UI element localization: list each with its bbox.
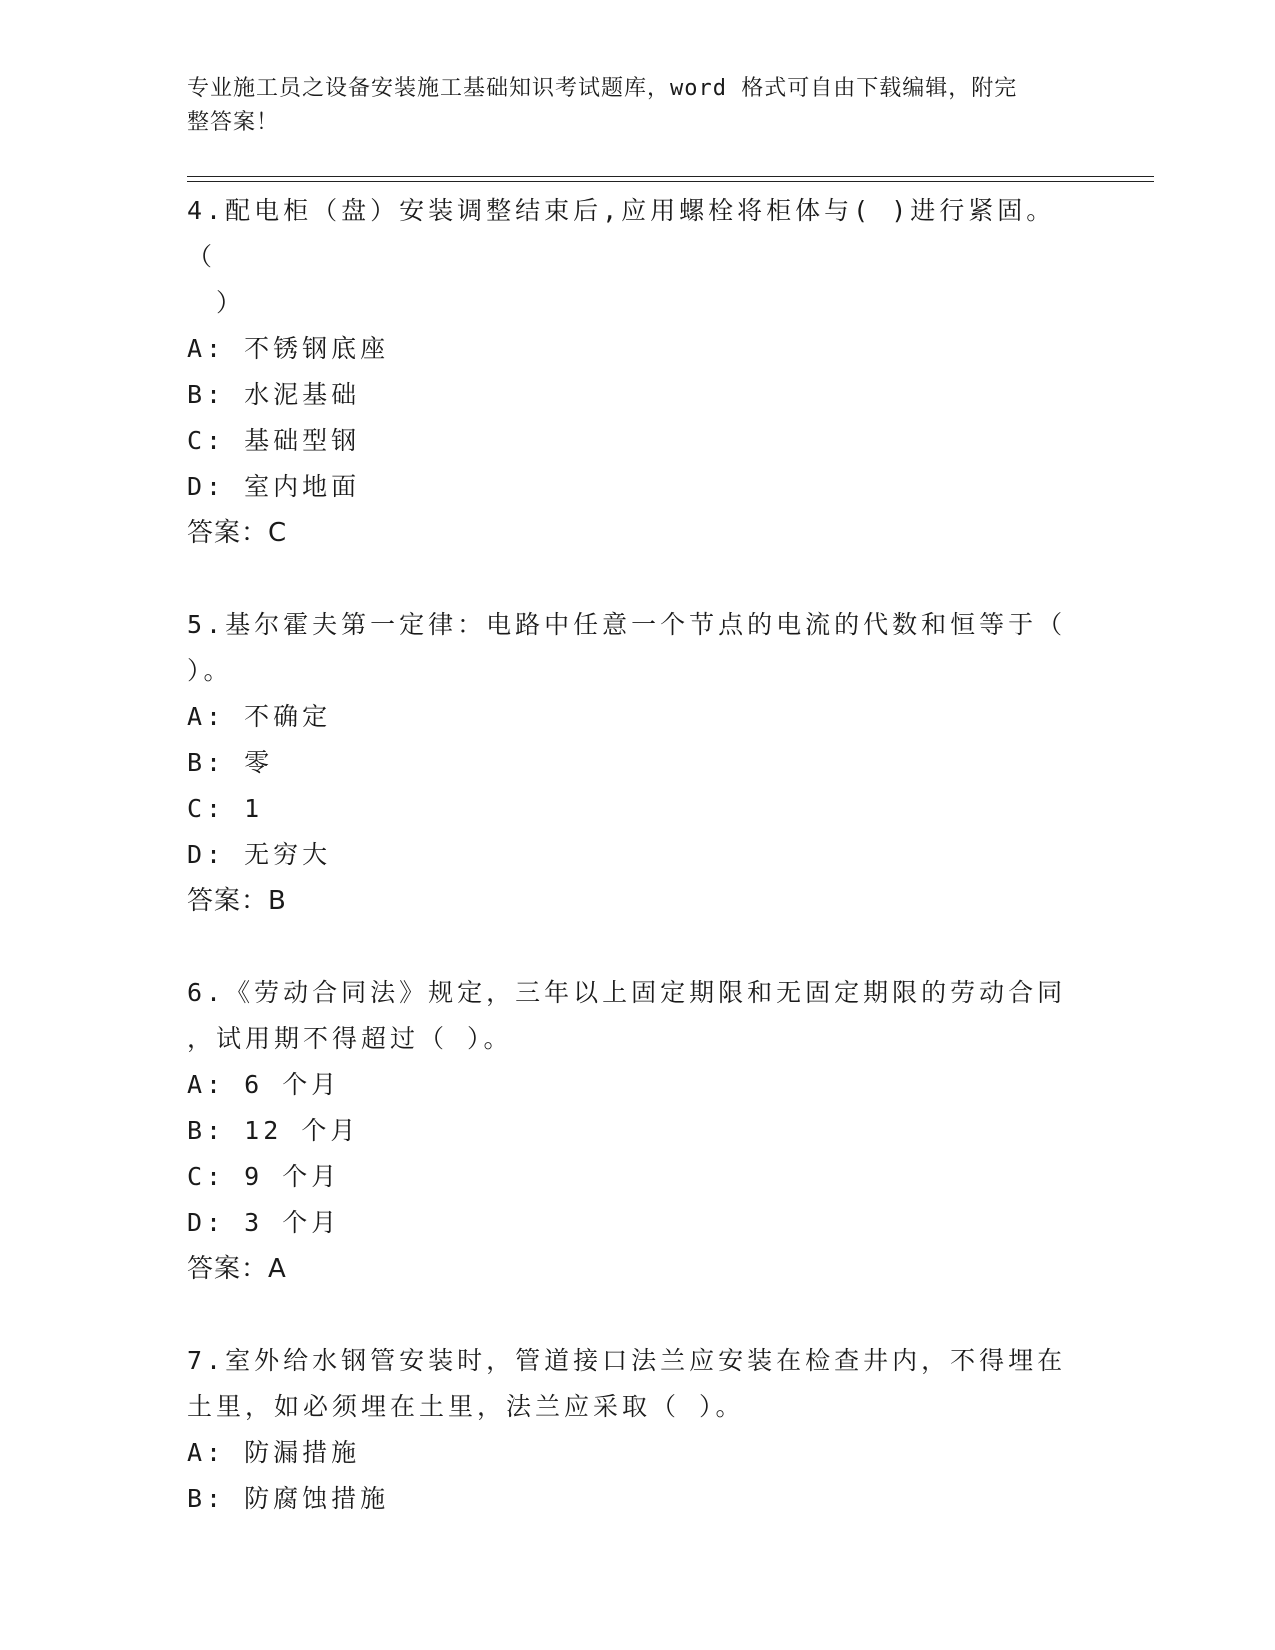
option-c <box>187 418 1067 464</box>
option-label: D: <box>187 840 226 869</box>
option-b <box>187 740 1067 786</box>
question-stem-line: 土里，如必须埋在土里，法兰应采取（ ）。 <box>187 1392 745 1421</box>
question-list <box>187 188 1067 1522</box>
option-label: D: <box>187 1208 226 1237</box>
option-text: 不锈钢底座 <box>244 334 390 363</box>
option-label: C: <box>187 1162 226 1191</box>
answer-line: 答案：A <box>187 1254 287 1284</box>
question-spacer <box>187 556 1067 602</box>
option-b <box>187 372 1067 418</box>
option-text: 基础型钢 <box>244 426 361 455</box>
option-text: 1 <box>244 794 264 823</box>
option-label: C: <box>187 426 226 455</box>
option-text: 9 个月 <box>244 1162 341 1191</box>
header-line-1: 专业施工员之设备安装施工基础知识考试题库，word 格式可自由下载编辑，附完 <box>187 76 1018 101</box>
option-label: B: <box>187 1484 226 1513</box>
option-text: 防腐蚀措施 <box>244 1484 390 1513</box>
question-stem-line: 7.室外给水钢管安装时，管道接口法兰应安装在检查井内，不得埋在 <box>187 1346 1067 1375</box>
question-spacer <box>187 924 1067 970</box>
option-a <box>187 1430 1067 1476</box>
option-c <box>187 786 1067 832</box>
question-stem-line: 6.《劳动合同法》规定，三年以上固定期限和无固定期限的劳动合同 <box>187 978 1067 1007</box>
question-stem <box>187 602 1067 694</box>
option-label: D: <box>187 472 226 501</box>
question-6 <box>187 970 1067 1292</box>
option-text: 6 个月 <box>244 1070 341 1099</box>
option-label: A: <box>187 334 226 363</box>
question-stem-line: 5.基尔霍夫第一定律：电路中任意一个节点的电流的代数和恒等于（ <box>187 610 1067 639</box>
option-label: A: <box>187 1438 226 1467</box>
option-c <box>187 1154 1067 1200</box>
document-header <box>187 72 1067 140</box>
question-5 <box>187 602 1067 924</box>
header-line-2: 整答案！ <box>187 110 280 135</box>
question-4 <box>187 188 1067 556</box>
option-label: B: <box>187 748 226 777</box>
header-divider-top <box>187 176 1154 177</box>
option-text: 水泥基础 <box>244 380 361 409</box>
option-label: A: <box>187 702 226 731</box>
option-a <box>187 1062 1067 1108</box>
option-b <box>187 1108 1067 1154</box>
option-b <box>187 1476 1067 1522</box>
option-d <box>187 464 1067 510</box>
question-stem <box>187 188 1067 326</box>
option-text: 室内地面 <box>244 472 361 501</box>
option-a <box>187 326 1067 372</box>
option-text: 不确定 <box>244 702 332 731</box>
option-text: 无穷大 <box>244 840 332 869</box>
option-a <box>187 694 1067 740</box>
option-label: C: <box>187 794 226 823</box>
answer-line: 答案：C <box>187 518 288 548</box>
question-stem <box>187 1338 1067 1430</box>
answer-line: 答案：B <box>187 886 287 916</box>
option-d <box>187 832 1067 878</box>
question-stem-line: ）。 <box>187 656 233 685</box>
option-label: A: <box>187 1070 226 1099</box>
question-stem <box>187 970 1067 1062</box>
question-stem-line: ） <box>187 288 246 317</box>
option-text: 零 <box>244 748 274 777</box>
question-spacer <box>187 1292 1067 1338</box>
header-divider-bottom <box>187 181 1154 182</box>
option-text: 12 个月 <box>244 1116 360 1145</box>
question-stem-line: ，试用期不得超过（ ）。 <box>187 1024 513 1053</box>
option-d <box>187 1200 1067 1246</box>
question-7 <box>187 1338 1067 1522</box>
option-label: B: <box>187 1116 226 1145</box>
option-text: 3 个月 <box>244 1208 341 1237</box>
option-label: B: <box>187 380 226 409</box>
question-stem-line: 4.配电柜（盘）安装调整结束后,应用螺栓将柜体与( )进行紧固。（ <box>187 196 1056 271</box>
option-text: 防漏措施 <box>244 1438 361 1467</box>
